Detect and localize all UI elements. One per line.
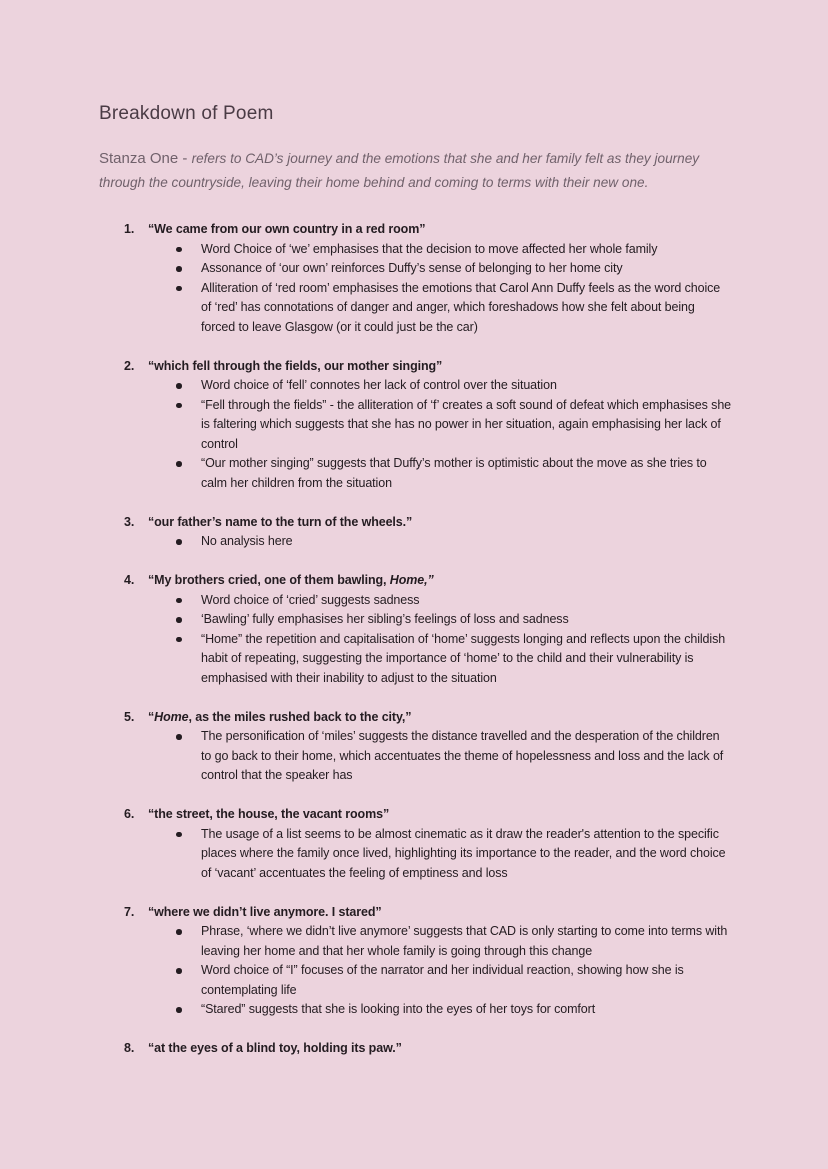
quote-text	[148, 903, 382, 923]
quote-segment: “where we didn’t live anymore. I stared”	[148, 904, 382, 919]
bullet-text: Word choice of “I” focuses of the narrator and her individual reaction, showing how she is contemplating life	[201, 963, 684, 997]
stanza-description: refers to CAD’s journey and the emotions that she and her family felt as they journey through the countryside, leaving their home behind and coming to terms with their new one.	[99, 151, 700, 190]
bullet-item	[99, 1000, 732, 1020]
quote-line	[99, 708, 732, 728]
stanza-subtitle	[99, 147, 732, 194]
bullet-text: ‘Bawling’ fully emphasises her sibling’s feelings of loss and sadness	[201, 612, 569, 626]
bullet-icon	[176, 539, 182, 545]
bullet-icon	[176, 968, 182, 974]
bullet-text: Word choice of ‘fell’ connotes her lack of control over the situation	[201, 378, 557, 392]
bullet-list	[99, 727, 732, 786]
bullet-list	[99, 240, 732, 338]
bullet-text: The usage of a list seems to be almost cinematic as it draw the reader's attention to the specific places where the family once lived, highlighting its importance to the reader, and the word choice of ‘vacant’ accentuates the feeling of emptiness and loss	[201, 826, 726, 880]
bullet-text: Alliteration of ‘red room’ emphasises the emotions that Carol Ann Duffy feels as the word choice of ‘red’ has connotations of danger and anger, which foreshadows how she felt about being forced to leave Glasgow (or it could just be the car)	[201, 280, 721, 334]
item-number: 7.	[124, 904, 135, 919]
item-number: 2.	[124, 358, 135, 373]
bullet-icon	[176, 617, 182, 623]
quote-segment: “at the eyes of a blind toy, holding its paw.”	[148, 1041, 402, 1055]
quote-item	[99, 513, 732, 552]
bullet-icon	[176, 403, 182, 409]
bullet-item	[99, 961, 732, 1000]
bullet-icon	[176, 734, 182, 740]
quote-line	[99, 903, 732, 923]
bullet-text: “Fell through the fields” - the alliteration of ‘f’ creates a soft sound of defeat which emphasises she is faltering which suggests that she has no power in her situation, again emphasising her lack of control	[201, 397, 732, 451]
quote-segment: “our father’s name to the turn of the wheels.”	[148, 514, 413, 529]
quote-item	[99, 571, 732, 688]
bullet-item	[99, 532, 732, 552]
quote-item	[99, 1039, 732, 1059]
item-number: 8.	[124, 1041, 135, 1055]
quote-segment: , as the miles rushed back to the city,”	[188, 709, 412, 724]
bullet-list	[99, 532, 732, 552]
quote-line	[99, 1039, 732, 1059]
quote-line	[99, 220, 732, 240]
quote-segment: “which fell through the fields, our mother singing”	[148, 358, 443, 373]
bullet-item	[99, 279, 732, 338]
bullet-text: Word choice of ‘cried’ suggests sadness	[201, 592, 420, 607]
bullet-icon	[176, 266, 182, 272]
quote-segment: “the street, the house, the vacant rooms”	[148, 807, 390, 821]
bullet-icon	[176, 383, 182, 389]
bullet-text: Word Choice of ‘we’ emphasises that the decision to move affected her whole family	[201, 241, 658, 256]
quote-segment: Home	[154, 709, 189, 724]
quote-line	[99, 805, 732, 825]
item-number: 3.	[124, 514, 135, 529]
quote-line	[99, 357, 732, 377]
bullet-icon	[176, 461, 182, 467]
bullet-list	[99, 591, 732, 689]
bullet-item	[99, 259, 732, 279]
quote-segment: Home,”	[389, 573, 434, 587]
bullet-item	[99, 922, 732, 961]
quote-line	[99, 571, 732, 591]
numbered-quote-list	[99, 220, 732, 1059]
bullet-text: The personification of ‘miles’ suggests the distance travelled and the desperation of the children to go back to their home, which accentuates the theme of hopelessness and loss and the lack of control that the speaker has	[201, 729, 724, 782]
bullet-text: “Stared” suggests that she is looking into the eyes of her toys for comfort	[201, 1002, 596, 1016]
quote-text	[148, 357, 442, 377]
quote-text	[148, 513, 412, 533]
item-number: 4.	[124, 573, 135, 587]
item-number: 6.	[124, 807, 135, 821]
bullet-text: “Our mother singing” suggests that Duffy’s mother is optimistic about the move as she tries to calm her children from the situation	[201, 456, 707, 490]
quote-segment: “My brothers cried, one of them bawling,	[148, 573, 390, 587]
bullet-text: Phrase, ‘where we didn’t live anymore’ suggests that CAD is only starting to come into terms with leaving her home and that her whole family is going through this change	[201, 924, 728, 958]
quote-item	[99, 220, 732, 337]
quote-item	[99, 805, 732, 883]
bullet-icon	[176, 1007, 182, 1013]
item-number: 5.	[124, 709, 135, 724]
bullet-item	[99, 454, 732, 493]
quote-segment: “We came from our own country in a red room”	[148, 222, 426, 236]
bullet-item	[99, 240, 732, 260]
quote-text	[148, 805, 389, 825]
quote-item	[99, 903, 732, 1020]
bullet-item	[99, 630, 732, 689]
bullet-item	[99, 610, 732, 630]
bullet-icon	[176, 247, 182, 253]
bullet-text: No analysis here	[201, 534, 293, 548]
bullet-text: “Home” the repetition and capitalisation of ‘home’ suggests longing and reflects upon the childish habit of repeating, suggesting the importance of ‘home’ to the child and their vulnerability is emphasised with their inability to adjust to the situation	[201, 631, 726, 685]
bullet-list	[99, 922, 732, 1020]
quote-text	[148, 708, 411, 728]
bullet-text: Assonance of ‘our own’ reinforces Duffy’s sense of belonging to her home city	[201, 261, 623, 275]
bullet-item	[99, 727, 732, 786]
stanza-label: Stanza One -	[99, 150, 192, 167]
bullet-icon	[176, 637, 182, 643]
bullet-item	[99, 396, 732, 455]
item-number: 1.	[124, 222, 135, 236]
quote-line	[99, 513, 732, 533]
quote-text	[148, 571, 434, 591]
bullet-icon	[176, 598, 182, 604]
quote-item	[99, 357, 732, 494]
quote-segment: “	[148, 709, 155, 724]
quote-item	[99, 708, 732, 786]
bullet-list	[99, 825, 732, 884]
bullet-item	[99, 825, 732, 884]
quote-text	[148, 220, 425, 240]
page-title: Breakdown of Poem	[99, 103, 274, 124]
bullet-list	[99, 376, 732, 493]
bullet-item	[99, 376, 732, 396]
bullet-icon	[176, 929, 182, 935]
quote-text	[148, 1039, 402, 1059]
bullet-item	[99, 591, 732, 611]
bullet-icon	[176, 832, 182, 838]
bullet-icon	[176, 286, 182, 292]
